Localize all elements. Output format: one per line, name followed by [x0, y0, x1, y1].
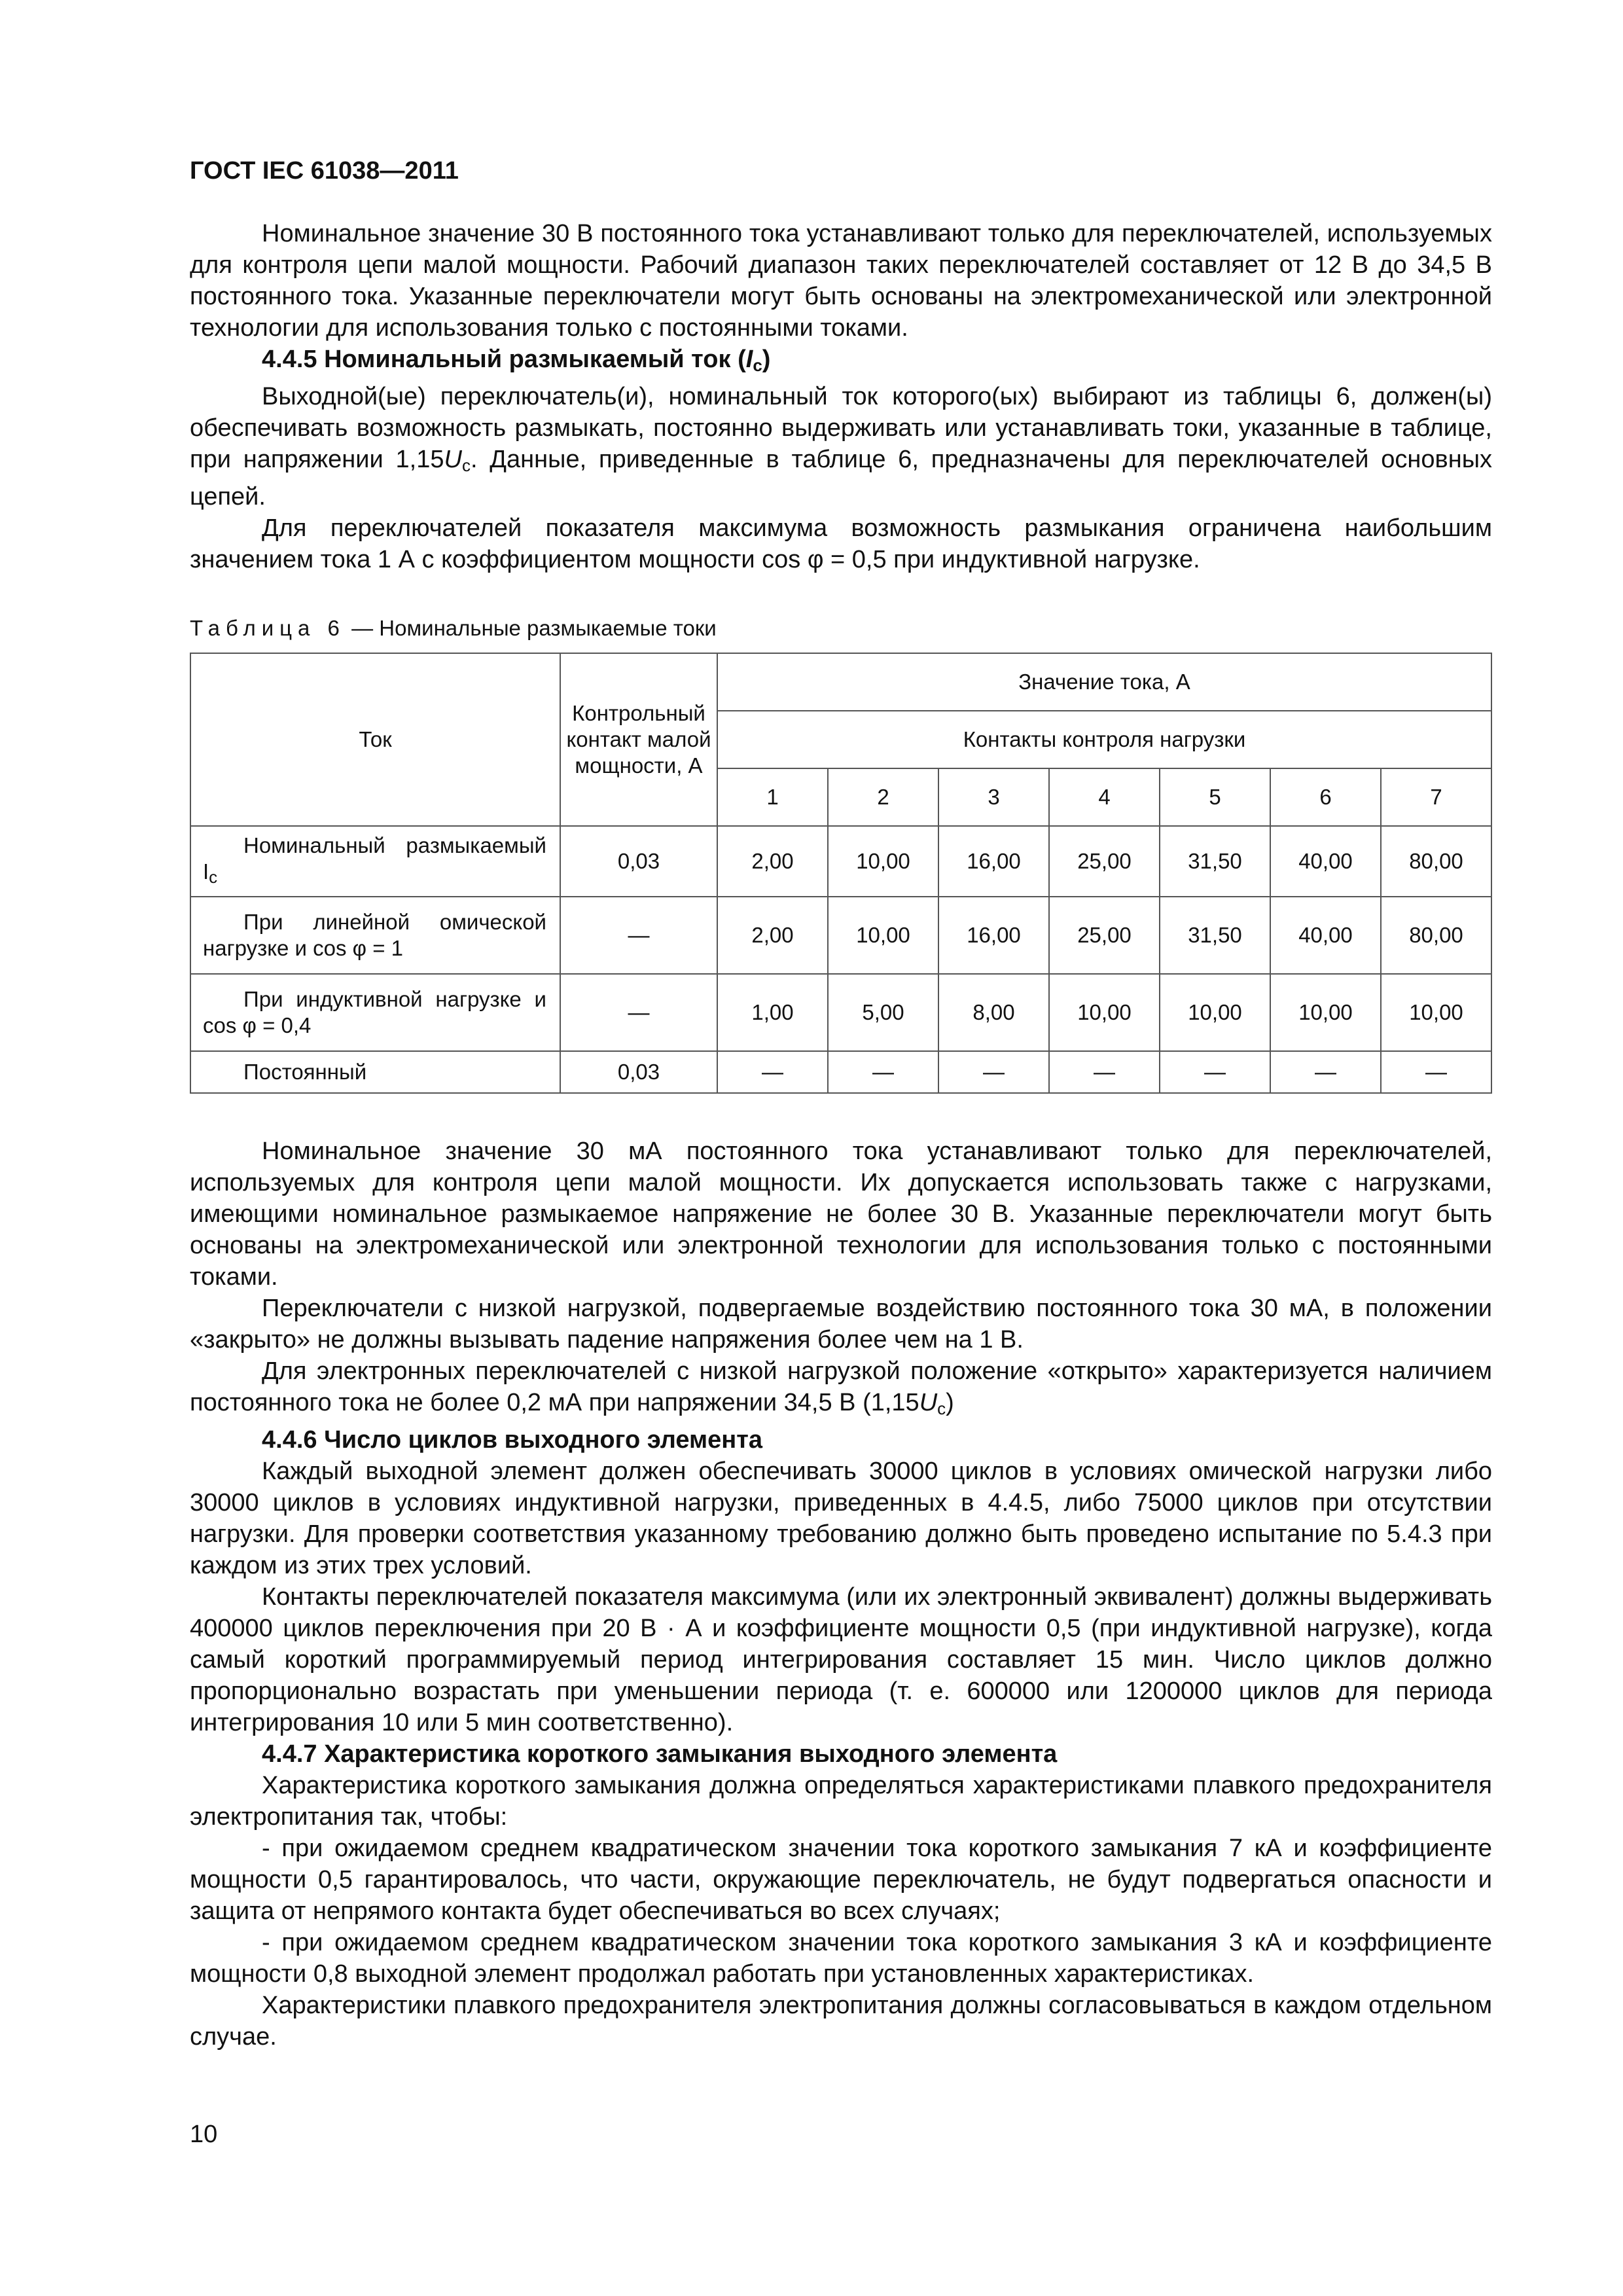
- list-item: - при ожидаемом среднем квадратическом значении тока короткого замыкания 3 кА и коэффициенте мощности 0,8 выходной элемент продолжал работать при установленных характеристиках.: [190, 1929, 1492, 1988]
- row-label-text: Номинальный размыкаемый I: [203, 833, 546, 884]
- header-col-4: 4: [1049, 768, 1160, 826]
- table-caption-text: — Номинальные размыкаемые токи: [345, 616, 717, 640]
- value-cell: 31,50: [1160, 826, 1270, 897]
- voltage-subscript: c: [461, 456, 471, 475]
- value-cell: 80,00: [1381, 897, 1491, 974]
- value-cell: —: [1381, 1051, 1491, 1093]
- rated-breaking-currents-table: [190, 653, 1492, 1094]
- value-cell: 25,00: [1049, 826, 1160, 897]
- row-label-text: Постоянный: [243, 1060, 367, 1084]
- row-label-subscript: c: [209, 867, 218, 887]
- paragraph-text: Выходной(ые) переключатель(и), номинальный ток которого(ых) выбирают из таблицы 6, должен(ы) обеспечивать возможность размыкать, постоянно выдерживать или устанавливать токи, указанные в таблице, при напряжении 1,15: [190, 383, 1492, 473]
- row-label: [190, 1051, 560, 1093]
- paragraph-text: Для электронных переключателей с низкой нагрузкой положение «открыто» характеризуется наличием постоянного тока не более 0,2 мА при напряжении 34,5 В (1,15: [190, 1357, 1492, 1416]
- control-cell: —: [560, 974, 717, 1051]
- section-4-4-5-heading: [190, 344, 1492, 381]
- header-col-3: 3: [938, 768, 1049, 826]
- control-cell: —: [560, 897, 717, 974]
- value-cell: 1,00: [717, 974, 828, 1051]
- value-cell: —: [1160, 1051, 1270, 1093]
- current-subscript: c: [753, 355, 762, 375]
- section-4-4-6-paragraph-2: Контакты переключателей показателя максимума (или их электронный эквивалент) должны выдерживать 400000 циклов переключения при 20 В · А и коэффициенте мощности 0,5 (при индуктивной нагрузке), когда самый короткий программируемый период интегрирования составляет 15 мин. Число циклов должно пропорционально возрастать при уменьшении периода (т. е. 600000 или 1200000 циклов для периода интегрирования 10 или 5 мин соответственно).: [190, 1583, 1492, 1736]
- value-cell: 10,00: [1049, 974, 1160, 1051]
- value-cell: 31,50: [1160, 897, 1270, 974]
- section-4-4-6-heading: 4.4.6 Число циклов выходного элемента: [262, 1426, 762, 1454]
- header-current: Ток: [190, 653, 560, 826]
- value-cell: —: [1049, 1051, 1160, 1093]
- paragraph-text-end: . Данные, приведенные в таблице 6, предназначены для переключателей основных цепей.: [190, 446, 1493, 511]
- after-table-paragraph-1: Номинальное значение 30 мА постоянного тока устанавливают только для переключателей, используемых для контроля цепи малой мощности. Их допускается использовать также с нагрузками, имеющими номинальное размыкаемое напряжение не более 30 В. Указанные переключатели могут быть основаны на электромеханической или электронной технологии для использования только с постоянными токами.: [190, 1138, 1492, 1291]
- header-col-5: 5: [1160, 768, 1270, 826]
- header-col-6: 6: [1270, 768, 1381, 826]
- voltage-symbol: U: [919, 1389, 938, 1416]
- value-cell: 16,00: [938, 826, 1049, 897]
- document-page: [190, 157, 1492, 2053]
- value-cell: 2,00: [717, 897, 828, 974]
- value-cell: 80,00: [1381, 826, 1491, 897]
- value-cell: 10,00: [828, 897, 938, 974]
- voltage-symbol: U: [444, 446, 462, 473]
- value-cell: —: [938, 1051, 1049, 1093]
- control-cell: 0,03: [560, 826, 717, 897]
- value-cell: 8,00: [938, 974, 1049, 1051]
- value-cell: 40,00: [1270, 897, 1381, 974]
- heading-text: 4.4.5 Номинальный размыкаемый ток (: [262, 346, 746, 373]
- voltage-subscript: c: [937, 1399, 946, 1418]
- value-cell: 10,00: [828, 826, 938, 897]
- value-cell: 5,00: [828, 974, 938, 1051]
- value-cell: 2,00: [717, 826, 828, 897]
- section-4-4-5-paragraph-1: [190, 381, 1492, 512]
- header-col-2: 2: [828, 768, 938, 826]
- value-cell: 10,00: [1160, 974, 1270, 1051]
- list-item: - при ожидаемом среднем квадратическом значении тока короткого замыкания 7 кА и коэффициенте мощности 0,5 гарантировалось, что части, окружающие переключатель, не будут подвергаться опасности и защита от непрямого контакта будет обеспечиваться во всех случаях;: [190, 1835, 1492, 1925]
- header-col-1: 1: [717, 768, 828, 826]
- value-cell: 25,00: [1049, 897, 1160, 974]
- control-cell: 0,03: [560, 1051, 717, 1093]
- row-label: [190, 826, 560, 897]
- paragraph-text-end: ): [946, 1389, 954, 1416]
- page-number: 10: [190, 2121, 218, 2148]
- current-symbol: I: [745, 346, 753, 373]
- value-cell: 10,00: [1270, 974, 1381, 1051]
- section-4-4-7-paragraph-2: Характеристики плавкого предохранителя электропитания должны согласовываться в каждом отдельном случае.: [190, 1992, 1492, 2051]
- row-label: [190, 974, 560, 1051]
- section-4-4-6-paragraph-1: Каждый выходной элемент должен обеспечивать 30000 циклов в условиях омической нагрузки либо 30000 циклов в условиях индуктивной нагрузки, приведенных в 4.4.5, либо 75000 циклов при отсутствии нагрузки. Для проверки соответствия указанному требованию должно быть проведено испытание по 5.4.3 при каждом из этих трех условий.: [190, 1458, 1492, 1579]
- value-cell: —: [1270, 1051, 1381, 1093]
- section-4-4-7-heading: 4.4.7 Характеристика короткого замыкания выходного элемента: [262, 1740, 1058, 1768]
- table-caption-label: Таблица 6: [190, 616, 346, 640]
- row-label-text: При линейной омической нагрузке и cos φ = 1: [203, 910, 546, 960]
- section-4-4-7-paragraph-1: Характеристика короткого замыкания должна определяться характеристиками плавкого предохранителя электропитания так, чтобы:: [190, 1772, 1492, 1831]
- heading-suffix: ): [762, 346, 771, 373]
- section-4-4-5-paragraph-2: Для переключателей показателя максимума возможность размыкания ограничена наибольшим значением тока 1 А с коэффициентом мощности cos φ = 0,5 при индуктивной нагрузке.: [190, 514, 1492, 573]
- after-table-paragraph-2: Переключатели с низкой нагрузкой, подвергаемые воздействию постоянного тока 30 мА, в положении «закрыто» не должны вызывать падение напряжения более чем на 1 В.: [190, 1295, 1492, 1354]
- value-cell: —: [828, 1051, 938, 1093]
- value-cell: —: [717, 1051, 828, 1093]
- value-cell: 16,00: [938, 897, 1049, 974]
- after-table-paragraph-3: [190, 1355, 1492, 1424]
- value-cell: 10,00: [1381, 974, 1491, 1051]
- header-control-contact: Контрольный контакт малой мощности, А: [560, 653, 717, 826]
- value-cell: 40,00: [1270, 826, 1381, 897]
- intro-paragraph: Номинальное значение 30 В постоянного тока устанавливают только для переключателей, используемых для контроля цепи малой мощности. Рабочий диапазон таких переключателей составляет от 12 В до 34,5 В постоянного тока. Указанные переключатели могут быть основаны на электромеханической или электронной технологии для использования только с постоянными токами.: [190, 220, 1492, 342]
- header-current-value: Значение тока, А: [717, 653, 1491, 711]
- row-label: [190, 897, 560, 974]
- header-col-7: 7: [1381, 768, 1491, 826]
- document-header: ГОСТ IEC 61038—2011: [190, 157, 459, 185]
- header-load-contacts: Контакты контроля нагрузки: [717, 711, 1491, 768]
- row-label-text: При индуктивной нагрузке и cos φ = 0,4: [203, 987, 546, 1037]
- table-caption: [190, 616, 1492, 641]
